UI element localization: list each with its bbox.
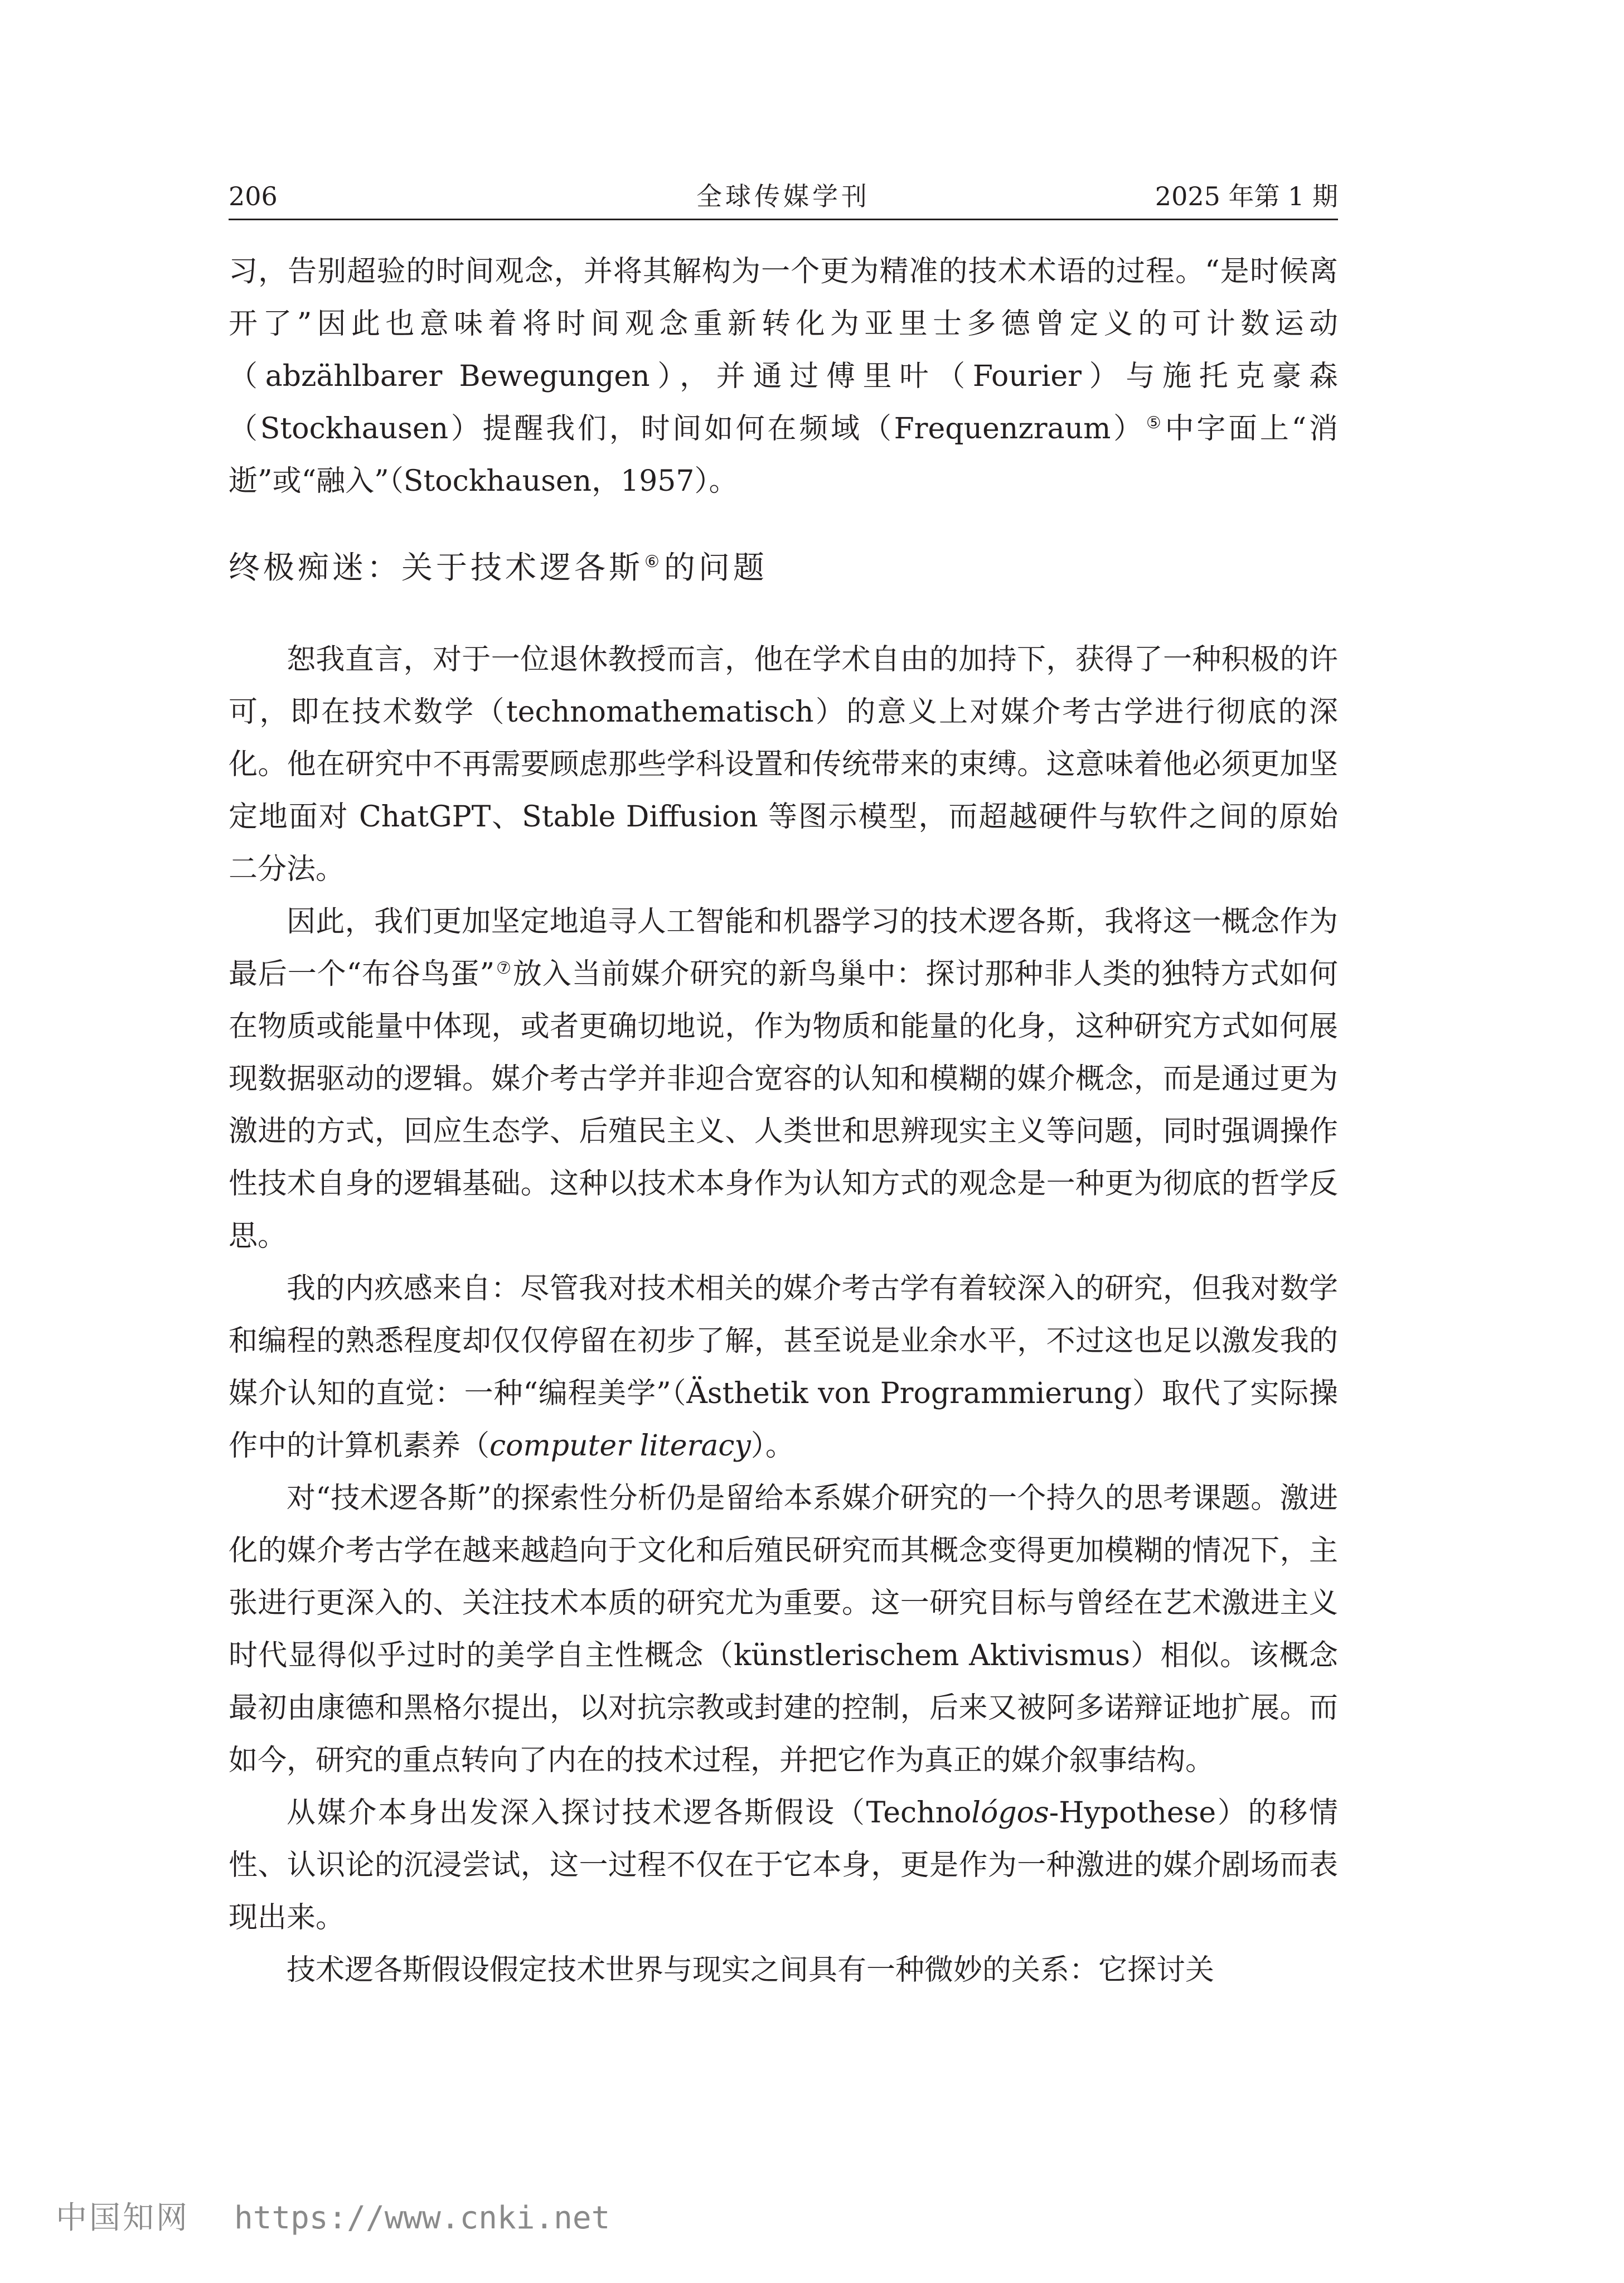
paragraph-4-italic: computer literacy [489, 1429, 751, 1463]
section-heading [229, 542, 1338, 594]
watermark-url[interactable]: https://www.cnki.net [234, 2200, 610, 2236]
paragraph-6 [229, 1787, 1338, 1944]
paragraph-4-tail: ）。 [750, 1429, 794, 1463]
paragraph-3-tail: 放入当前媒介研究的新鸟巢中：探讨那种非人类的独特方式如何在物质或能量中体现，或者更确切地说，作为物质和能量的化身，这种研究方式如何展现数据驱动的逻辑。媒介考古学并非迎合宽容的认知和模糊的媒介概念，而是通过更为激进的方式，回应生态学、后殖民主义、人类世和思辨现实主义等问题，同时强调操作性技术自身的逻辑基础。这种以技术本身作为认知方式的观念是一种更为彻底的哲学反思。 [229, 957, 1338, 1253]
paragraph-7: 技术逻各斯假设假定技术世界与现实之间具有一种微妙的关系：它探讨关 [287, 1953, 1215, 1987]
cnki-watermark [56, 2196, 610, 2241]
paragraph-6-tail: -Hypothese）的移情性、认识论的沉浸尝试，这一过程不仅在于它本身，更是作为一种激进的媒介剧场而表现出来。 [229, 1796, 1338, 1934]
paragraph-5: 对“技术逻各斯”的探索性分析仍是留给本系媒介研究的一个持久的思考课题。激进化的媒介考古学在越来越趋向于文化和后殖民研究而其概念变得更加模糊的情况下，主张进行更深入的、关注技术本质的研究尤为重要。这一研究目标与曾经在艺术激进主义时代显得似乎过时的美学自主性概念（künstlerischem Aktivismus）相似。该概念最初由康德和黑格尔提出，以对抗宗教或封建的控制，后来又被阿多诺辩证地扩展。而如今，研究的重点转向了内在的技术过程，并把它作为真正的媒介叙事结构。 [229, 1482, 1338, 1777]
watermark-name: 中国知网 [56, 2200, 190, 2236]
paragraph-4 [229, 1263, 1338, 1472]
paragraph-1-text: 习，告别超验的时间观念，并将其解构为一个更为精准的技术术语的过程。“是时候离开了”因此也意味着将时间观念重新转化为亚里士多德曾定义的可计数运动（abzählbarer Bewegungen），并通过傅里叶（Fourier）与施托克豪森（Stockhausen）提醒我们，时间如何在频域（Frequenzraum） [229, 255, 1338, 446]
paragraph-6-head: 从媒介本身出发深入探讨技术逻各斯假设（Techno [287, 1796, 972, 1830]
section-heading-tail: 的问题 [663, 550, 768, 586]
page-number: 206 [229, 181, 278, 211]
paragraph-4-text: 我的内疚感来自：尽管我对技术相关的媒介考古学有着较深入的研究，但我对数学和编程的熟悉程度却仅仅停留在初步了解，甚至说是业余水平，不过这也足以激发我的媒介认知的直觉：一种“编程美学”（Ästhetik von Programmierung）取代了实际操作中的计算机素养（ [229, 1272, 1338, 1463]
section-heading-text: 终极痴迷：关于技术逻各斯 [229, 550, 643, 586]
footnote-marker-7[interactable]: ⑦ [496, 958, 512, 978]
paragraph-3 [229, 896, 1338, 1263]
paragraph-6-italic: lógos [971, 1796, 1049, 1830]
footnote-marker-6[interactable]: ⑥ [644, 552, 663, 572]
paragraph-1-tail: 中字面上“消逝”或“融入”（Stockhausen，1957）。 [229, 412, 1338, 498]
running-header [229, 178, 1338, 214]
footnote-marker-5[interactable]: ⑤ [1146, 413, 1164, 433]
article-body [229, 245, 1338, 1996]
paragraph-3-text: 因此，我们更加坚定地追寻人工智能和机器学习的技术逻各斯，我将这一概念作为最后一个“布谷鸟蛋” [229, 905, 1338, 991]
paragraph-2: 恕我直言，对于一位退休教授而言，他在学术自由的加持下，获得了一种积极的许可，即在技术数学（technomathematisch）的意义上对媒介考古学进行彻底的深化。他在研究中不再需要顾虑那些学科设置和传统带来的束缚。这意味着他必须更加坚定地面对 ChatGPT、Stable Diffusion 等图示模型，而超越硬件与软件之间的原始二分法。 [229, 643, 1338, 886]
issue-info: 2025 年第 1 期 [1155, 181, 1338, 211]
header-rule [229, 219, 1338, 220]
paragraph-1 [229, 245, 1338, 507]
journal-name: 全球传媒学刊 [696, 181, 870, 211]
